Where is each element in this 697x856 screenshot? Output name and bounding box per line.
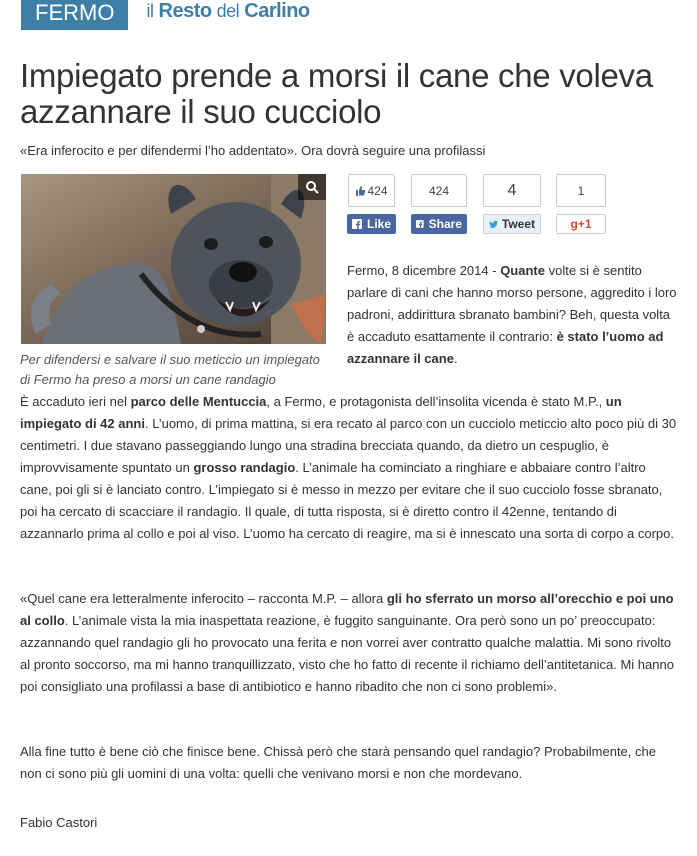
section-tag[interactable]: FERMO (21, 0, 128, 30)
brand-end: Carlino (244, 0, 310, 22)
zoom-button[interactable] (298, 174, 326, 200)
p2-text-a: «Quel cane era letteralmente inferocito – racconta M.P. – allora (20, 591, 387, 606)
p1-text-c: , a Fermo, e protagonista dell’insolita vicenda è stato M.P., (266, 394, 606, 409)
article-author: Fabio Castori (20, 815, 98, 830)
tweet-label: Tweet (501, 217, 535, 231)
article-lead (347, 260, 677, 370)
tweet-widget (483, 174, 541, 234)
article-photo[interactable] (21, 174, 326, 344)
photo-caption: Per difendersi e salvare il suo meticcio un impiegato di Fermo ha preso a morsi un cane randagio (20, 352, 320, 387)
article-title: Impiegato prende a morsi il cane che voleva azzannare il suo cucciolo (20, 57, 653, 130)
dog-photo-illustration (21, 174, 326, 344)
p1-text-a: È accaduto ieri nel (20, 394, 131, 409)
tweet-button[interactable] (483, 214, 541, 234)
thumbs-up-icon (355, 185, 367, 197)
facebook-icon (416, 218, 424, 230)
article-paragraph-3: Alla fine tutto è bene ciò che finisce bene. Chissà però che starà pensando quel randagio? Probabilmente, che non ci sono più gli uomini di una volta: quelli che venivano morsi e non che mordevano. (20, 744, 656, 781)
fb-share-widget (411, 174, 467, 234)
p2-bold-b: gli ho sferrato un morso all’orecchio e poi uno al collo (20, 591, 674, 628)
article-summary: «Era inferocito e per difendermi l’ho addentato». Ora dovrà seguire una profilassi (20, 143, 486, 158)
p1-bold-d: un impiegato di 42 anni (20, 394, 622, 431)
fb-like-count: 424 (367, 183, 388, 198)
gplus-count: 1 (556, 174, 606, 207)
brand-mid: del (216, 1, 240, 21)
article-paragraph-2 (20, 588, 680, 698)
lead-dateline: Fermo, 8 dicembre 2014 - (347, 263, 501, 278)
brand-logo[interactable] (146, 0, 309, 30)
p1-bold-b: parco delle Mentuccia (130, 394, 267, 409)
gplus-button[interactable] (556, 214, 606, 234)
lead-bold-2: è stato l’uomo ad azzannare il cane (347, 329, 664, 366)
fb-share-button[interactable] (411, 214, 467, 234)
facebook-icon (352, 218, 362, 230)
article-paragraph-1 (20, 391, 680, 545)
fb-like-widget (347, 174, 396, 234)
fb-share-count: 424 (411, 174, 467, 207)
p1-text-e: . L’uomo, di prima mattina, si era recato al parco con un cucciolo meticcio alto poco più di 30 centimetri. I due stavano passeggiando lungo una stradina brecciata quando, da dietro un cespuglio, è improvvisamente spuntato un (20, 416, 677, 475)
fb-like-button[interactable] (347, 214, 396, 234)
p1-bold-f: grosso randagio (193, 460, 296, 475)
brand-main: Resto (158, 0, 212, 22)
brand-pre: il (146, 1, 154, 21)
tweet-count: 4 (483, 174, 541, 207)
site-header (21, 0, 310, 30)
fb-like-label: Like (366, 217, 391, 231)
gplus-widget (556, 174, 606, 234)
lead-bold-1: Quante (500, 263, 545, 278)
p2-text-c: . L’animale vista la mia inaspettata reazione, è fuggito sanguinante. Ora però sono un po’ preoccupato: azzannando quel randagio gli ho provocato una ferita e non vorrei aver contratto qualche malattia. Mi sono rivolto al pronto soccorso, ma mi hanno tranquillizzato, visto che ho fatto di recente il richiamo dell’antitetanica. Mi hanno poi consigliato una profilassi a base di antibiotico e hanno ribadito che non ci sono problemi». (20, 613, 674, 694)
lead-text: volte si è sentito parlare di cani che hanno morso persone, aggredito i loro padroni, addirittura sbranato bambini? Beh, questa volta è accaduto esattamente il contrario: (347, 263, 677, 344)
lead-end: . (453, 351, 458, 366)
fb-share-label: Share (428, 217, 462, 231)
p1-text-g: . L’animale ha cominciato a ringhiare e abbaiare contro l’altro cane, poi gli si è lanciato contro. L’impiegato si è messo in mezzo per evitare che il suo cucciolo fosse sbranato, poi ha cercato di scacciare il randagio. Il quale, di tutta risposta, si è diretto contro il 42enne, tentando di azzannarlo prima al collo e poi al viso. L’uomo ha cercato di reagire, ma si è innescato una sorta di corpo a corpo. (20, 460, 674, 541)
magnifier-icon (305, 180, 319, 194)
fb-like-count-box (348, 174, 395, 207)
twitter-bird-icon (489, 219, 498, 230)
gplus-label: g+1 (570, 217, 592, 231)
